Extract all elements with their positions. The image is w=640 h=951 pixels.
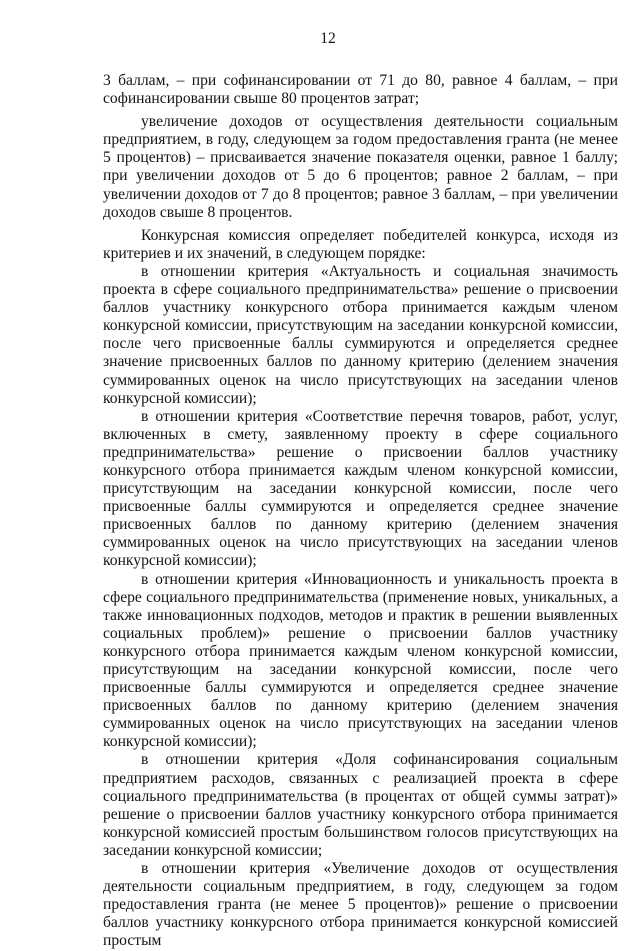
paragraph-cofinancing-tail: 3 баллам, – при софинансировании от 71 до 80, равное 4 баллам, – при софинансировании свыше 80 процентов затрат; <box>103 72 618 108</box>
paragraph-budget-conformity-criterion: в отношении критерия «Соответствие перечня товаров, работ, услуг, включенных в смету, заявленному проекту в сфере социального предпринимательства» решение о присвоении баллов участнику конкурсного отбора принимается каждым членом конкурсной комиссии, присутствующим на заседании конкурсной комиссии, после чего присвоенные баллы суммируются и определяется среднее значение присвоенных баллов по данному критерию (делением значения суммированных оценок на число присутствующих на заседании членов конкурсной комиссии); <box>103 407 618 570</box>
paragraph-innovation-criterion: в отношении критерия «Инновационность и уникальность проекта в сфере социального предпринимательства (применение новых, уникальных, а также инновационных подходов, методов и практик в решении выявленных социальных проблем)» решение о присвоении баллов участнику конкурсного отбора принимается каждым членом конкурсной комиссии, присутствующим на заседании конкурсной комиссии, после чего присвоенные баллы суммируются и определяется среднее значение присвоенных баллов по данному критерию (делением значения суммированных оценок на число присутствующих на заседании членов конкурсной комиссии); <box>103 570 618 751</box>
paragraph-relevance-criterion: в отношении критерия «Актуальность и социальная значимость проекта в сфере социального предпринимательства» решение о присвоении баллов участнику конкурсного отбора принимается каждым членом конкурсной комиссии, присутствующим на заседании конкурсной комиссии, после чего присвоенные баллы суммируются и определяется среднее значение присвоенных баллов по данному критерию (делением значения суммированных оценок на число присутствующих на заседании членов конкурсной комиссии); <box>103 262 618 407</box>
paragraph-cofinancing-share-criterion: в отношении критерия «Доля софинансирования социальным предприятием расходов, связанных с реализацией проекта в сфере социального предпринимательства (в процентах от общей суммы затрат)» решение о присвоении баллов участнику конкурсного отбора принимается конкурсной комиссией простым большинством голосов присутствующих на заседании конкурсной комиссии; <box>103 751 618 859</box>
paragraph-income-increase-decision: в отношении критерия «Увеличение доходов от осуществления деятельности социальным предприятием, в году, следующем за годом предоставления гранта (не менее 5 процентов)» решение о присвоении баллов участнику конкурсного отбора принимается конкурсной комиссией простым <box>103 860 618 950</box>
document-body <box>103 72 618 951</box>
page-number: 12 <box>320 30 336 47</box>
paragraph-commission-procedure: Конкурсная комиссия определяет победителей конкурса, исходя из критериев и их значений, в следующем порядке: <box>103 226 618 262</box>
paragraph-income-growth-criterion: увеличение доходов от осуществления деятельности социальным предприятием, в году, следующем за годом предоставления гранта (не менее 5 процентов) – присваивается значение показателя оценки, равное 1 баллу; при увеличении доходов от 5 до 6 процентов; равное 2 баллам, – при увеличении доходов от 7 до 8 процентов; равное 3 баллам, – при увеличении доходов свыше 8 процентов. <box>103 113 618 221</box>
